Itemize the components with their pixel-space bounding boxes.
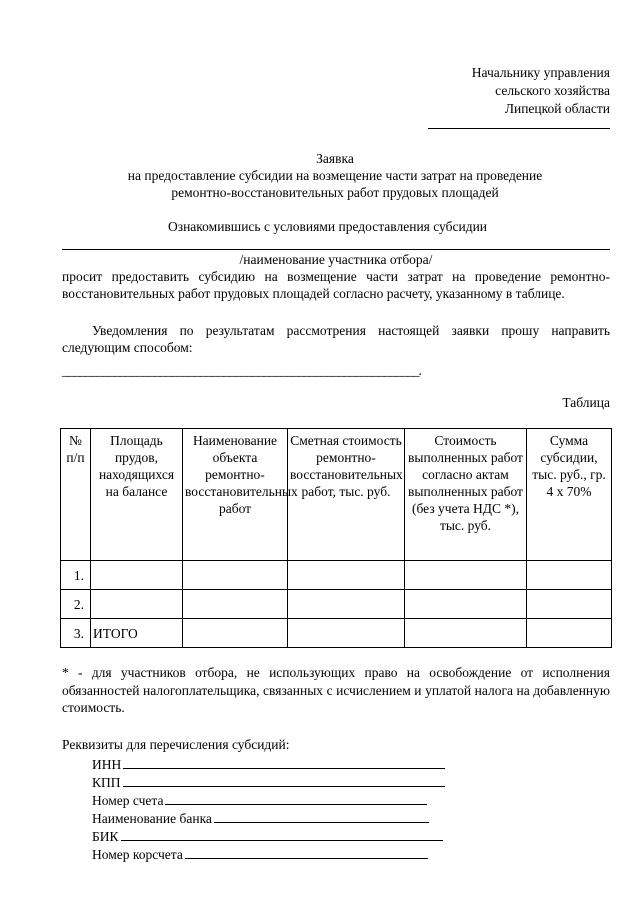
requisite-label: Наименование банка (92, 811, 212, 826)
document-title (60, 150, 610, 201)
title-line-2: на предоставление субсидии на возмещение части затрат на проведение (127, 168, 543, 183)
header-cell: Сметная стоимость ремонтно-восстановительных работ, тыс. руб. (288, 429, 405, 561)
table-cell (527, 619, 612, 648)
requisite-blank-line (165, 791, 427, 805)
table-cell: ИТОГО (91, 619, 183, 648)
table-row (61, 561, 612, 590)
table-cell (288, 561, 405, 590)
requisite-inn (92, 755, 445, 773)
table-cell (405, 590, 527, 619)
requisite-bik (92, 827, 445, 845)
table-cell (288, 619, 405, 648)
table-cell: 1. (61, 561, 91, 590)
table-cell (527, 561, 612, 590)
notification-method-line: ______________________________________________________________. (62, 363, 421, 378)
table-row (61, 619, 612, 648)
requisite-kpp (92, 773, 445, 791)
table-cell (183, 619, 288, 648)
requisite-label: Номер счета (92, 793, 164, 808)
table-cell (405, 561, 527, 590)
requisite-blank-line (185, 845, 428, 859)
footnote: * - для участников отбора, не использующих право на освобождение от исполнения обязанностей налогоплательщика, связанных с исчислением и уплатой налога на добавленную стоимость. (62, 665, 610, 715)
table-cell: 2. (61, 590, 91, 619)
subsidy-table (60, 428, 612, 648)
request-paragraph: просит предоставить субсидию на возмещение части затрат на проведение ремонтно-восстановительных работ прудовых площадей согласно расчету, указанному в таблице. (62, 269, 610, 301)
header-cell: Стоимость выполненных работ согласно актам выполненных работ (без учета НДС *), тыс. руб. (405, 429, 527, 561)
requisite-account (92, 791, 445, 809)
table-row (61, 590, 612, 619)
requisite-label: БИК (92, 829, 119, 844)
title-line-3: ремонтно-восстановительных работ прудовых площадей (171, 185, 499, 200)
header-cell: Площадь прудов, находящихся на балансе (91, 429, 183, 561)
table-cell (183, 590, 288, 619)
table-cell (183, 561, 288, 590)
requisite-label: Номер корсчета (92, 847, 183, 862)
header-cell: № п/п (61, 429, 91, 561)
header-cell: Наименование объекта ремонтно-восстановительных работ (183, 429, 288, 561)
addressee-block (472, 64, 610, 118)
addressee-signature-line (428, 128, 610, 129)
table-cell (288, 590, 405, 619)
header-cell: Сумма субсидии, тыс. руб., гр. 4 x 70% (527, 429, 612, 561)
table-cell (527, 590, 612, 619)
addressee-line-1: Начальнику управления (471, 65, 610, 80)
applicant-name-line (62, 249, 610, 250)
requisite-label: ИНН (92, 757, 122, 772)
table-cell (91, 590, 183, 619)
requisite-blank-line (121, 827, 443, 841)
table-caption: Таблица (562, 395, 610, 410)
requisite-bank (92, 809, 445, 827)
table-header-row (61, 429, 612, 561)
acquaint-text: Ознакомившись с условиями предоставления субсидии (168, 219, 488, 234)
table-cell (405, 619, 527, 648)
addressee-line-3: Липецкой области (504, 101, 610, 116)
requisite-blank-line (123, 755, 445, 769)
requisite-blank-line (214, 809, 429, 823)
notification-paragraph: Уведомления по результатам рассмотрения настоящей заявки прошу направить следующим способом: (62, 323, 610, 355)
table-cell (91, 561, 183, 590)
requisite-label: КПП (92, 775, 121, 790)
table-cell: 3. (61, 619, 91, 648)
addressee-line-2: сельского хозяйства (495, 83, 610, 98)
title-line-1: Заявка (316, 151, 354, 166)
requisite-corr-account (92, 845, 445, 863)
requisites-title: Реквизиты для перечисления субсидий: (62, 737, 290, 752)
requisites-list (92, 755, 445, 863)
requisite-blank-line (123, 773, 445, 787)
applicant-caption: /наименование участника отбора/ (239, 252, 433, 267)
